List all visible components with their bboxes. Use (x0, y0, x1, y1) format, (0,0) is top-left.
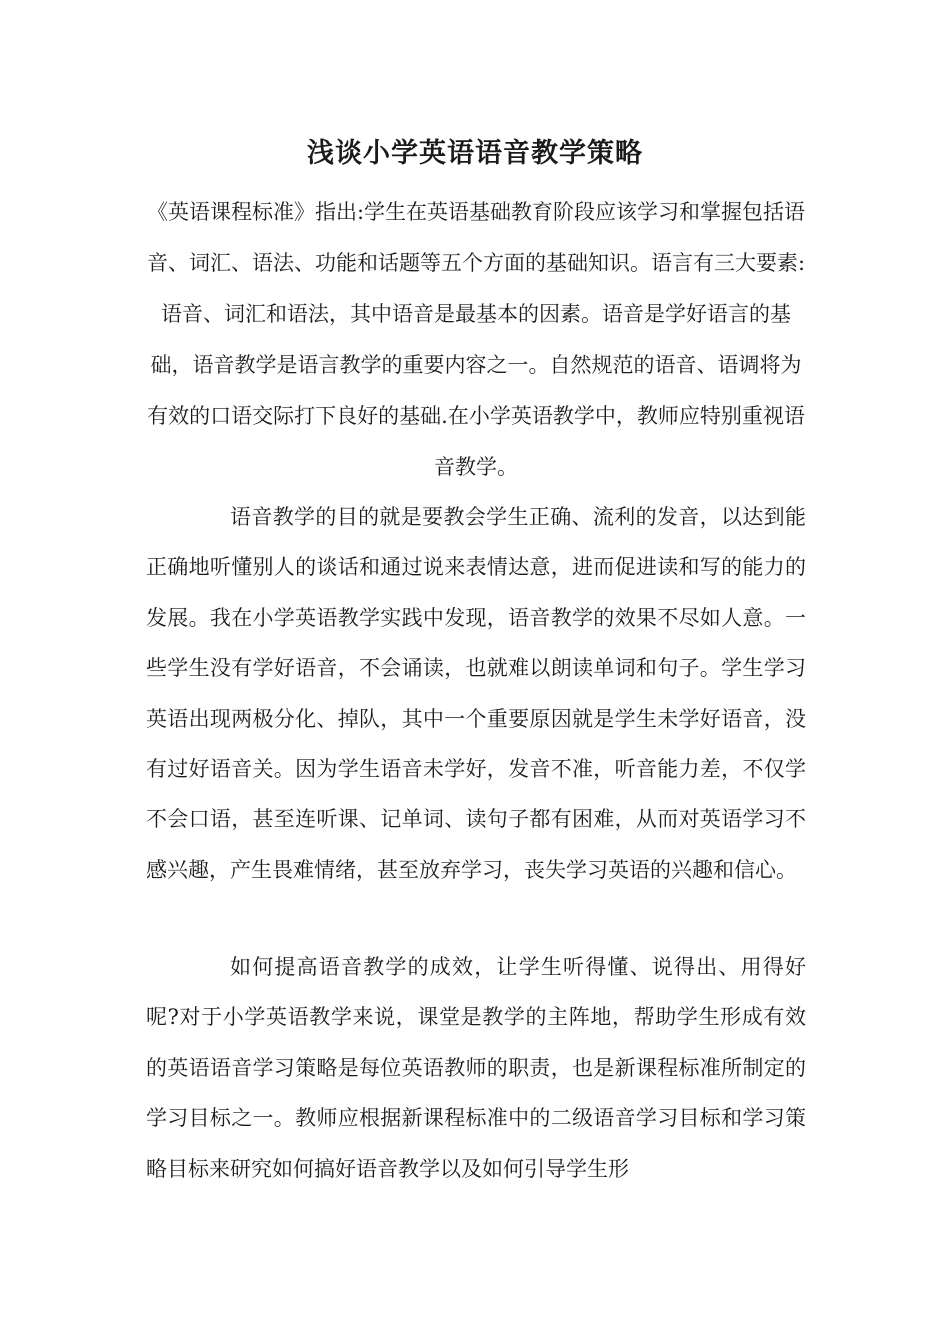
paragraph-3: 如何提高语音教学的成效，让学生听得懂、说得出、用得好呢?对于小学英语教学来说，课堂是教学的主阵地，帮助学生形成有效的英语语音学习策略是每位英语教师的职责，也是新课程标准所制定的学习目标之一。教师应根据新课程标准中的二级语音学习目标和学习策略目标来研究如何搞好语音教学以及如何引导学生形 (146, 955, 806, 1181)
paragraph-2: 语音教学的目的就是要教会学生正确、流利的发音，以达到能正确地听懂别人的谈话和通过说来表情达意，进而促进读和写的能力的发展。我在小学英语教学实践中发现，语音教学的效果不尽如人意。一些学生没有学好语音，不会诵读，也就难以朗读单词和句子。学生学习英语出现两极分化、掉队，其中一个重要原因就是学生未学好语音，没有过好语音关。因为学生语音未学好，发音不准，听音能力差，不仅学不会口语，甚至连听课、记单词、读句子都有困难，从而对英语学习不感兴趣，产生畏难情绪，甚至放弃学习，丧失学习英语的兴趣和信心。 (146, 505, 806, 882)
paragraph-1: 《英语课程标准》指出:学生在英语基础教育阶段应该学习和掌握包括语音、词汇、语法、功能和话题等五个方面的基础知识。语言有三大要素:语音、词汇和语法，其中语音是最基本的因素。语音是学好语言的基础，语音教学是语言教学的重要内容之一。自然规范的语音、语调将为有效的口语交际打下良好的基础.在小学英语教学中，教师应特别重视语音教学。 (146, 200, 806, 479)
document-title: 浅谈小学英语语音教学策略 (307, 138, 643, 169)
